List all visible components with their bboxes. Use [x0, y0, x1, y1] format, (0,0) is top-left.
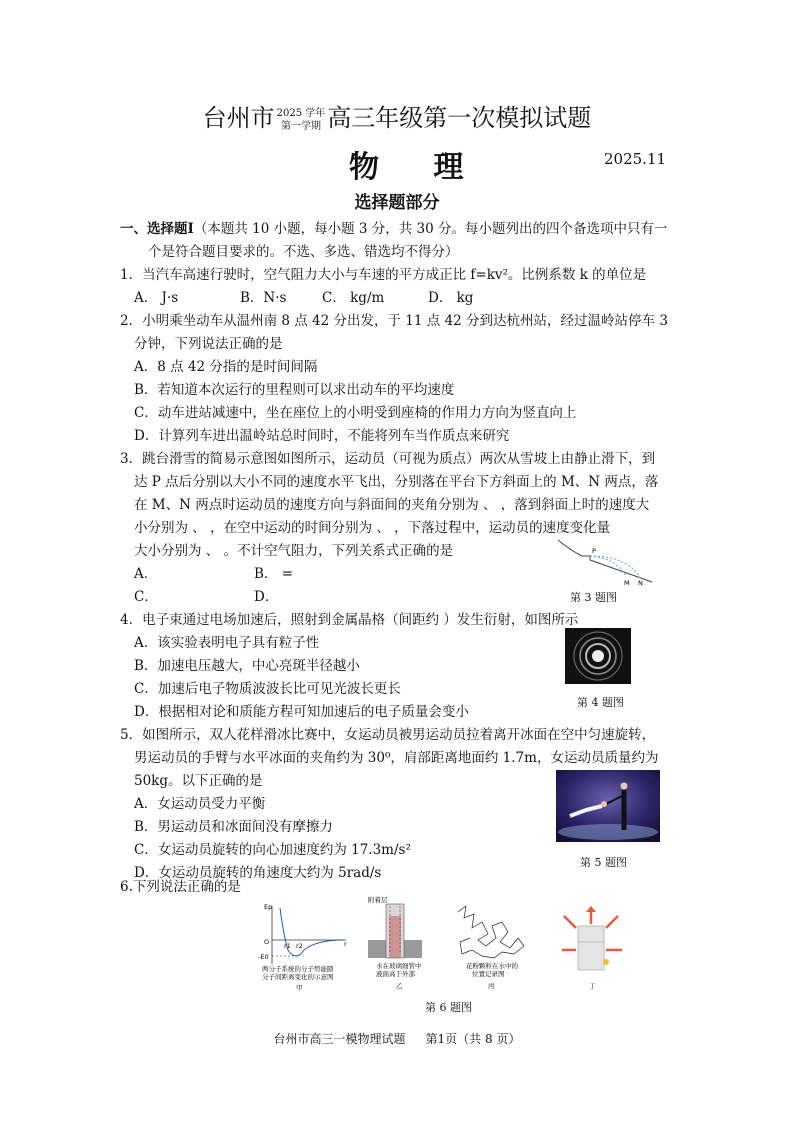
r2-label: r2: [296, 942, 303, 950]
subject-title: 物 理: [349, 150, 486, 185]
footer-title: 台州市高三一模物理试题: [273, 1032, 406, 1046]
q3-stem-3: 在 M、N 两点时运动员的速度方向与斜面间的夹角分别为 、 ，落到斜面上时的速度大: [134, 497, 650, 513]
q4-option-d: D．根据相对论和质能方程可知加速后的电子质量会变小: [134, 704, 469, 720]
q3-caption: 第 3 题图: [570, 591, 617, 604]
q4-option-a: A．该实验表明电子具有粒子性: [134, 635, 320, 651]
q1-option-c: C． kg/m: [322, 290, 385, 306]
q5-option-a: A．女运动员受力平衡: [134, 796, 266, 812]
q5-stem-3: 50kg。以下正确的是: [134, 773, 263, 789]
q5-option-d: D．女运动员旋转的角速度大约为 5rad/s: [134, 865, 382, 881]
page-footer: [0, 1030, 794, 1047]
q4-option-c: C．加速后电子物质波波长比可见光波长更长: [134, 681, 401, 697]
jia-tag: 甲: [296, 984, 303, 992]
bing-caption-1: 花粉颗粒在水中的: [466, 962, 518, 970]
part1-heading-text: （本题共 10 小题，每小题 3 分，共 30 分。每小题列出的四个备选项中只有一: [193, 221, 668, 237]
r-label: r: [344, 940, 347, 948]
q3-option-a: A．: [134, 566, 158, 582]
q2-option-a: A．8 点 42 分指的是时间间隔: [134, 359, 318, 375]
point-n-label: N: [638, 579, 643, 586]
q6-stem: 6.下列说法正确的是: [120, 879, 241, 895]
title-year-block: [277, 107, 326, 133]
diffraction-center-spot: [592, 650, 604, 662]
point-p-label: P: [592, 547, 596, 555]
ice-reflection: [558, 824, 658, 840]
q3-stem-4: 小分别为 、 ，在空中运动的时间分别为 、 ，下落过程中，运动员的速度变化量: [134, 520, 611, 536]
q3-stem-2: 达 P 点后分别以大小不同的速度水平飞出，分别落在平台下方斜面上的 M、N 两点，落: [134, 474, 659, 490]
q2-option-d: D．计算列车进出温岭站总时间时，不能将列车当作质点来研究: [134, 428, 510, 444]
q6-caption: 第 6 题图: [425, 1001, 472, 1014]
potential-energy-figure: [258, 900, 350, 996]
refrigerator-figure: [556, 906, 628, 992]
r1-label: r1: [284, 942, 291, 950]
q3-option-d: D．: [254, 589, 279, 605]
female-skater-head: [601, 801, 607, 807]
q2-stem-1: 2．小明乘坐动车从温州南 8 点 42 分出发，于 11 点 42 分到达杭州站，经过温岭站停车 3: [120, 313, 668, 329]
title-exam: 高三年级第一次模拟试题: [327, 104, 592, 132]
figure-skating-photo: [556, 770, 660, 842]
title-city: 台州市: [202, 104, 275, 132]
male-skater-head: [621, 783, 628, 790]
q5-option-b: B．男运动员和冰面间没有摩擦力: [134, 819, 333, 835]
jia-caption-1: 两分子系统的分子势能随: [262, 965, 334, 973]
heat-arrow-upright-icon: [606, 916, 618, 928]
q5-caption: 第 5 题图: [580, 856, 627, 869]
q2-stem-2: 分钟，下列说法正确的是: [134, 336, 283, 352]
ski-slope-line: [558, 540, 590, 556]
plug-icon: [603, 959, 609, 965]
q3-option-c: C．: [134, 589, 158, 605]
q5-stem-1: 5．如图所示，双人花样滑冰比赛中，女运动员被男运动员拉着离开冰面在空中匀速旋转，: [120, 727, 656, 743]
origin-label: O: [264, 938, 270, 946]
heat-arrow-up-head-icon: [586, 906, 596, 912]
q3-stem-1: 3．跳台滑雪的简易示意图如图所示，运动员（可视为质点）两次从雪坡上由静止滑下，到: [120, 451, 656, 467]
ski-jump-figure: [556, 534, 660, 586]
ep-label: Ep: [264, 903, 273, 911]
bing-caption-2: 位置记录图: [472, 970, 505, 978]
part1-heading: [120, 220, 668, 238]
jia-caption-2: 分子间距离变化的示意图: [262, 973, 334, 981]
q5-option-c: C．女运动员旋转的向心加速度约为 17.3m/s²: [134, 842, 411, 858]
q3-stem-5: 大小分别为 、 。不计空气阻力，下列关系式正确的是: [134, 543, 454, 559]
q2-option-c: C．动车进站减速中，坐在座位上的小明受到座椅的作用力方向为竖直向上: [134, 405, 577, 421]
diffraction-pattern-figure: [565, 628, 631, 684]
water-column: [389, 916, 401, 958]
q5-stem-2: 男运动员的手臂与水平冰面的夹角约为 30⁰，肩部距离地面约 1.7m，女运动员质量约为: [134, 750, 659, 766]
q4-stem: 4．电子束通过电场加速后，照射到金属晶格（间距约 ）发生衍射，如图所示: [120, 612, 579, 628]
brownian-motion-figure: [452, 902, 532, 994]
yi-tag: 乙: [396, 982, 403, 990]
q3-option-b: B． =: [254, 566, 294, 582]
q1-stem: 1．当汽车高速行驶时，空气阻力大小与车速的平方成正比 f=kv²。比例系数 k 的单位是: [120, 267, 647, 283]
exam-date: 2025.11: [604, 150, 667, 168]
particle-path: [458, 906, 524, 958]
q1-option-b: B．N·s: [240, 290, 287, 306]
section-title: 选择题部分: [354, 193, 440, 213]
q2-option-b: B．若知道本次运行的里程则可以求出动车的平均速度: [134, 382, 455, 398]
part1-heading-bold: 一、选择题Ⅰ: [120, 221, 194, 237]
adhesion-label: 附着层: [368, 896, 388, 904]
yi-caption-2: 液面高于外部: [376, 970, 415, 978]
exam-title: [0, 98, 794, 133]
heat-arrow-upleft-icon: [564, 916, 576, 928]
q1-option-d: D． kg: [428, 290, 474, 306]
e0-label: -E0: [258, 953, 269, 961]
point-m-label: M: [624, 579, 630, 586]
title-year-top: 2025 学年: [276, 107, 326, 119]
footer-page: 第1页（共 8 页）: [425, 1032, 521, 1046]
ding-tag: 丁: [589, 982, 596, 990]
title-year-bottom: 第一学期: [280, 120, 321, 132]
capillary-tube-figure: [364, 896, 434, 996]
refrigerator-body: [578, 926, 604, 970]
bing-tag: 丙: [488, 982, 495, 990]
yi-caption-1: 水在玻璃细管中: [376, 962, 422, 970]
q1-option-a: A． J·s: [134, 290, 179, 306]
q4-option-b: B．加速电压越大，中心亮斑半径越小: [134, 658, 360, 674]
q4-caption: 第 4 题图: [577, 696, 624, 709]
part1-heading-cont: 个是符合题目要求的。不选、多选、错选均不得分）: [148, 244, 459, 260]
